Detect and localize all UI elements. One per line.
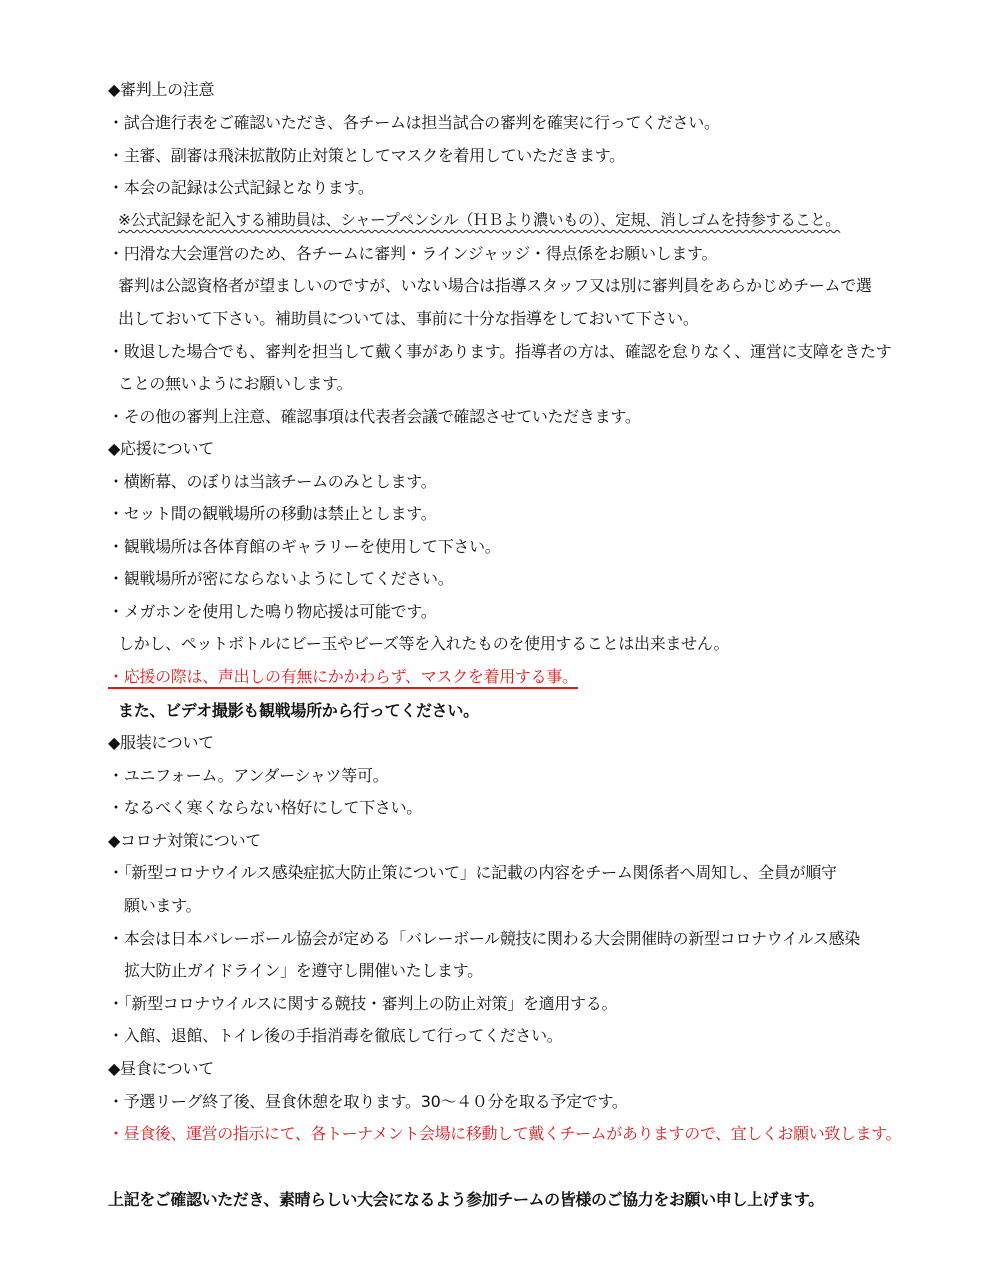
- support-line-2: ・セット間の観戦場所の移動は禁止とします。: [108, 504, 437, 523]
- corona-line-3: ・「新型コロナウイルスに関する競技・審判上の防止対策」を適用する。: [108, 994, 618, 1013]
- referee-line-4c: 出しておいて下さい。補助員については、事前に十分な指導をしておいて下さい。: [118, 309, 699, 328]
- lunch-line-1: ・予選リーグ終了後、昼食休憩を取ります。30～４０分を取る予定です。: [108, 1092, 628, 1111]
- attire-line-1: ・ユニフォーム。アンダーシャツ等可。: [108, 766, 389, 785]
- closing-statement: 上記をご確認いただき、素晴らしい大会になるよう参加チームの皆様のご協力をお願い申し上げます。: [108, 1190, 824, 1209]
- referee-line-4: ・円滑な大会運営のため、各チームに審判・ラインジャッジ・得点係をお願いします。: [108, 244, 718, 263]
- referee-line-1: ・試合進行表をご確認いただき、各チームは担当試合の審判を確実に行ってください。: [108, 113, 720, 132]
- referee-line-4b: 審判は公認資格者が望ましいのですが、いない場合は指導スタッフ又は別に審判員をあらかじめチームで選: [118, 276, 872, 295]
- referee-heading: ◆審判上の注意: [108, 80, 215, 99]
- attire-heading: ◆服装について: [108, 733, 214, 752]
- corona-line-4: ・入館、退館、トイレ後の手指消毒を徹底して行ってください。: [108, 1026, 563, 1045]
- support-line-4: ・観戦場所が密にならないようにしてください。: [108, 569, 454, 588]
- referee-line-5b: ことの無いようにお願いします。: [118, 374, 353, 393]
- corona-line-1: ・「新型コロナウイルス感染症拡大防止策について」に記載の内容をチーム関係者へ周知し、全員が順守: [108, 863, 837, 882]
- support-line-5b: しかし、ペットボトルにビー玉やビーズ等を入れたものを使用することは出来ません。: [118, 634, 730, 653]
- support-heading: ◆応援について: [108, 439, 214, 458]
- support-line-6-text: ・応援の際は、声出しの有無にかかわらず、マスクを着用する事。: [108, 667, 578, 689]
- corona-line-2: ・本会は日本バレーボール協会が定める「バレーボール競技に関わる大会開催時の新型コロナウイルス感染: [108, 929, 861, 948]
- support-line-6: [108, 667, 578, 687]
- lunch-line-2: ・昼食後、運営の指示にて、各トーナメント会場に移動して戴くチームがありますので、宜しくお願い致します。: [108, 1124, 902, 1143]
- attire-line-2: ・なるべく寒くならない格好にして下さい。: [108, 798, 423, 817]
- support-line-1: ・横断幕、のぼりは当該チームのみとします。: [108, 472, 437, 491]
- referee-note: [118, 210, 840, 230]
- referee-line-5: ・敗退した場合でも、審判を担当して戴く事があります。指導者の方は、確認を怠りなく、運営に支障をきたす: [108, 342, 892, 361]
- referee-line-3: ・本会の記録は公式記録となります。: [108, 178, 374, 197]
- support-line-7: また、ビデオ撮影も観戦場所から行ってください。: [118, 701, 479, 720]
- support-line-5: ・メガホンを使用した鳴り物応援は可能です。: [108, 602, 437, 621]
- corona-line-2b: 拡大防止ガイドライン」を遵守し開催いたします。: [124, 961, 483, 980]
- corona-line-1b: 願います。: [124, 896, 202, 915]
- referee-note-text: ※公式記録を記入する補助員は、シャープペンシル（ＨＢより濃いもの）、定規、消しゴムを持参すること。: [118, 211, 841, 229]
- referee-line-6: ・その他の審判上注意、確認事項は代表者会議で確認させていただきます。: [108, 407, 641, 426]
- corona-heading: ◆コロナ対策について: [108, 831, 261, 850]
- referee-line-2: ・主審、副審は飛沫拡散防止対策としてマスクを着用していただきます。: [108, 146, 625, 165]
- support-line-3: ・観戦場所は各体育館のギャラリーを使用して下さい。: [108, 537, 501, 556]
- lunch-heading: ◆昼食について: [108, 1059, 214, 1078]
